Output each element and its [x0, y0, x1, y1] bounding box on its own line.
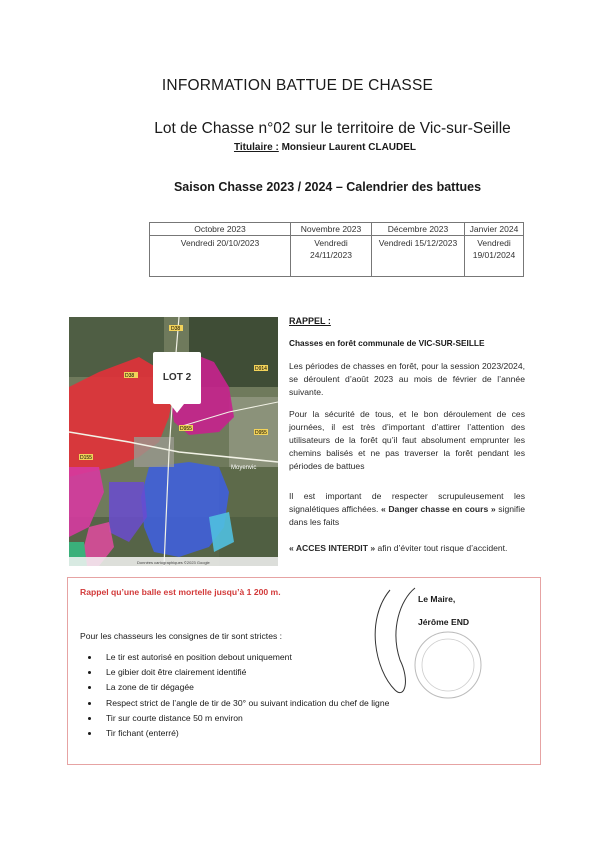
road-label: D914 [255, 366, 267, 372]
list-item: • Respect strict de l’angle de tir de 30° ou suivant indication du chef de ligne [100, 696, 389, 711]
mayor-name: Jérôme END [418, 617, 470, 627]
rappel-heading: RAPPEL : [289, 316, 331, 326]
road-label: D155 [80, 455, 92, 461]
list-item: • Le tir est autorisé en position debout uniquement [100, 650, 389, 665]
rappel-text: afin d’éviter tout risque d’accident. [375, 543, 508, 553]
list-item: • Tir fichant (enterré) [100, 726, 389, 741]
acces-interdit-text: « ACCES INTERDIT » [289, 543, 376, 553]
hunting-lot-map [69, 317, 278, 566]
road-label: D38 [125, 373, 135, 379]
rappel-paragraph [289, 490, 525, 529]
list-item: • Tir sur courte distance 50 m environ [100, 711, 389, 726]
battue-date: Vendredi 24/11/2023 [291, 236, 372, 277]
month-header: Novembre 2023 [291, 223, 372, 236]
road-label: D955 [255, 430, 267, 436]
road-label: D38 [171, 326, 181, 332]
mayor-role: Le Maire, [418, 594, 456, 604]
holder-line [0, 142, 595, 153]
stamp-circle [415, 632, 481, 698]
rappel-subheading: Chasses en forêt communale de VIC-SUR-SEILLE [289, 338, 485, 348]
shooting-rules-list [78, 650, 389, 741]
rappel-text: Il est important de respecter scrupuleusement les signalétiques affichées. [289, 491, 525, 514]
month-header: Octobre 2023 [150, 223, 291, 236]
rules-intro: Pour les chasseurs les consignes de tir sont strictes : [80, 631, 283, 641]
battue-date: Vendredi 15/12/2023 [372, 236, 465, 277]
holder-name: Monsieur Laurent CLAUDEL [278, 142, 417, 153]
lot-subtitle: Lot de Chasse n°02 sur le territoire de Vic-sur-Seille [154, 120, 511, 137]
map-credit: Données cartographiques ©2023 Google [137, 560, 210, 565]
map-svg [69, 317, 278, 566]
road-label: D955 [180, 426, 192, 432]
season-title: Saison Chasse 2023 / 2024 – Calendrier des battues [173, 180, 482, 194]
rappel-paragraph: Les périodes de chasses en forêt, pour la session 2023/2024, se déroulent d’août 2023 au mois de février de l’année suivante. [289, 361, 525, 397]
danger-sign-text: « Danger chasse en cours » [380, 504, 496, 514]
town-label: Moyenvic [231, 465, 257, 471]
battue-calendar [149, 222, 524, 277]
battue-date: Vendredi 20/10/2023 [150, 236, 291, 277]
signature-stroke [375, 588, 415, 693]
rappel-text: signifie dans les faits [289, 504, 525, 527]
month-header: Janvier 2024 [465, 223, 524, 236]
list-item: • Le gibier doit être clairement identifié [100, 665, 389, 680]
rappel-paragraph [289, 542, 525, 555]
calendar-header-row [150, 223, 524, 236]
calendar-date-row [150, 236, 524, 277]
bullet-range-warning: Rappel qu’une balle est mortelle jusqu’à 1 200 m. [80, 587, 281, 597]
battue-date: Vendredi 19/01/2024 [465, 236, 524, 277]
list-item: • La zone de tir dégagée [100, 680, 389, 695]
rappel-paragraph: Pour la sécurité de tous, et le bon déroulement de ces journées, il est très d’important d’attirer l’attention des utilisateurs de la forêt qu’il faut absolument emprunter les chemins balisés et ne pas traverser la forêt pendant les périodes de battues [289, 409, 525, 471]
stamp-inner-circle [422, 639, 474, 691]
lot-label: LOT 2 [162, 372, 192, 383]
holder-label: Titulaire : [233, 142, 279, 153]
page-title: INFORMATION BATTUE DE CHASSE [161, 77, 434, 94]
month-header: Décembre 2023 [372, 223, 465, 236]
